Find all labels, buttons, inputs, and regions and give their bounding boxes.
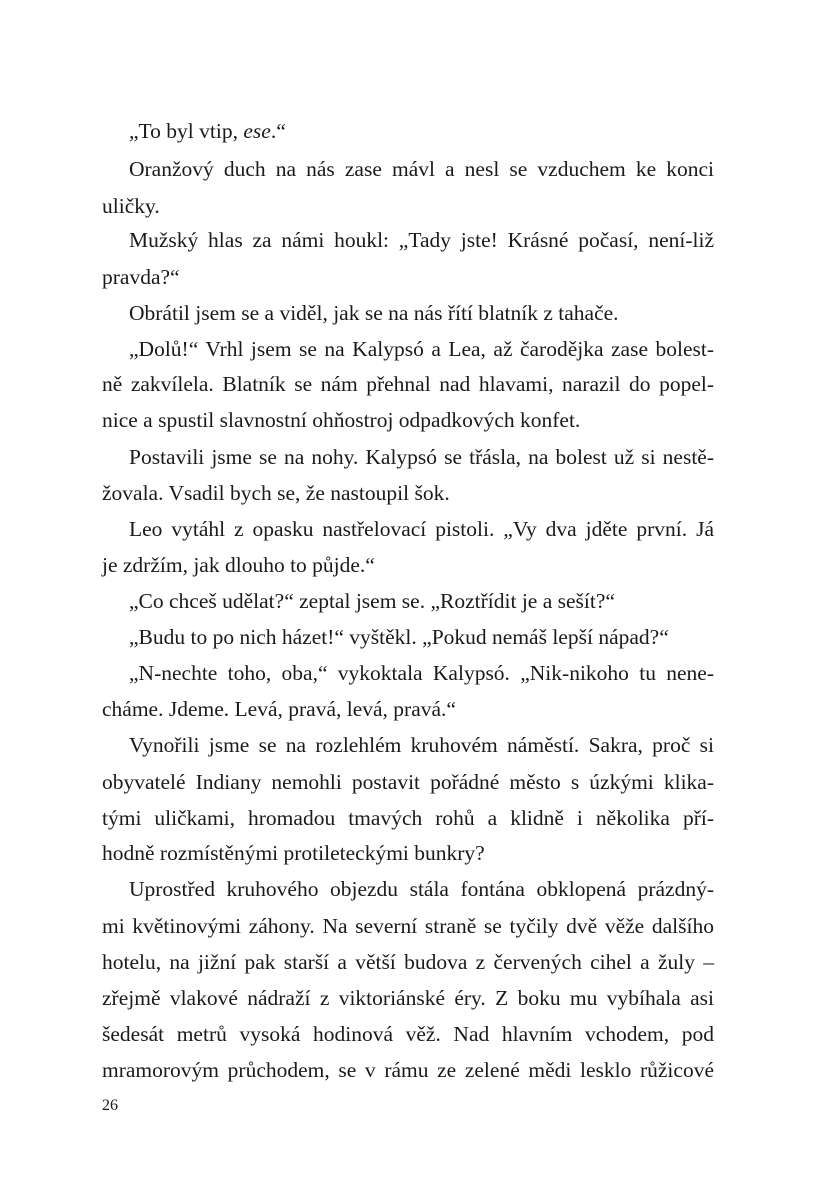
text-line [102, 908, 714, 944]
text-line [129, 439, 714, 475]
text-segment: Vynořili jsme se na rozlehlém kruhovém náměstí. Sakra, proč si [129, 733, 714, 757]
text-line [129, 727, 714, 763]
text-segment: nice a spustil slavnostní ohňostroj odpadkových konfet. [102, 408, 581, 432]
text-segment: zřejmě vlakové nádraží z viktoriánské éry. Z boku mu vybíhala asi [102, 986, 714, 1010]
text-line [102, 944, 714, 980]
text-segment: Mužský hlas za námi houkl: „Tady jste! Krásné počasí, není-liž [129, 228, 714, 252]
text-line [129, 295, 619, 331]
text-segment: „To byl vtip, [129, 119, 244, 143]
text-line [129, 222, 714, 258]
text-segment: pravda?“ [102, 265, 180, 289]
text-segment: ně zakvílela. Blatník se nám přehnal nad hlavami, narazil do popel- [102, 372, 714, 396]
text-segment: Leo vytáhl z opasku nastřelovací pistoli. „Vy dva jděte první. Já [129, 517, 714, 541]
text-segment: „Co chceš udělat?“ zeptal jsem se. „Roztřídit je a sešít?“ [129, 589, 615, 613]
text-segment: .“ [270, 119, 286, 143]
text-line [102, 980, 714, 1016]
text-line [102, 800, 714, 836]
text-segment: Oranžový duch na nás zase mávl a nesl se vzduchem ke konci [129, 157, 714, 181]
text-segment: „N-nechte toho, oba,“ vykoktala Kalypsó. „Nik-nikoho tu nene- [129, 661, 714, 685]
text-line [129, 619, 669, 655]
text-line [102, 835, 485, 871]
text-segment: hodně rozmístěnými protileteckými bunkry? [102, 841, 485, 865]
text-line [102, 188, 160, 224]
text-line [129, 655, 714, 691]
text-segment: je zdržím, jak dlouho to půjde.“ [102, 553, 375, 577]
text-line [102, 547, 375, 583]
text-line [102, 475, 450, 511]
italic-text: ese [243, 119, 271, 143]
text-segment: žovala. Vsadil bych se, že nastoupil šok. [102, 481, 450, 505]
text-line [129, 871, 714, 907]
text-line [102, 402, 580, 438]
text-line [129, 511, 714, 547]
text-segment: Postavili jsme se na nohy. Kalypsó se třásla, na bolest už si nestě- [129, 445, 714, 469]
text-segment: obyvatelé Indiany nemohli postavit pořádné město s úzkými klika- [102, 770, 714, 794]
text-segment: „Budu to po nich házet!“ vyštěkl. „Pokud nemáš lepší nápad?“ [129, 625, 669, 649]
text-segment: šedesát metrů vysoká hodinová věž. Nad hlavním vchodem, pod [102, 1022, 714, 1046]
text-segment: „Dolů!“ Vrhl jsem se na Kalypsó a Lea, až čarodějka zase bolest- [129, 337, 714, 361]
text-segment: Uprostřed kruhového objezdu stála fontána obklopená prázdný- [129, 877, 714, 901]
page-number: 26 [102, 1097, 118, 1114]
text-line [102, 1052, 714, 1088]
text-line [102, 366, 714, 402]
text-segment: tými uličkami, hromadou tmavých rohů a klidně i několika pří- [102, 806, 714, 830]
text-line [102, 1016, 714, 1052]
text-segment: Obrátil jsem se a viděl, jak se na nás řítí blatník z tahače. [129, 301, 619, 325]
text-line [102, 259, 180, 295]
text-line [102, 764, 714, 800]
text-segment: uličky. [102, 194, 160, 218]
text-segment: mramorovým průchodem, se v rámu ze zelené mědi lesklo růžicové [102, 1058, 714, 1082]
text-line [129, 151, 714, 187]
text-segment: hotelu, na jižní pak starší a větší budova z červených cihel a žuly – [102, 950, 714, 974]
text-line [129, 113, 286, 149]
text-segment: cháme. Jdeme. Levá, pravá, levá, pravá.“ [102, 697, 456, 721]
text-line [129, 583, 615, 619]
text-line [102, 691, 456, 727]
text-segment: mi květinovými záhony. Na severní straně se tyčily dvě věže dalšího [102, 914, 714, 938]
text-line [129, 331, 714, 367]
